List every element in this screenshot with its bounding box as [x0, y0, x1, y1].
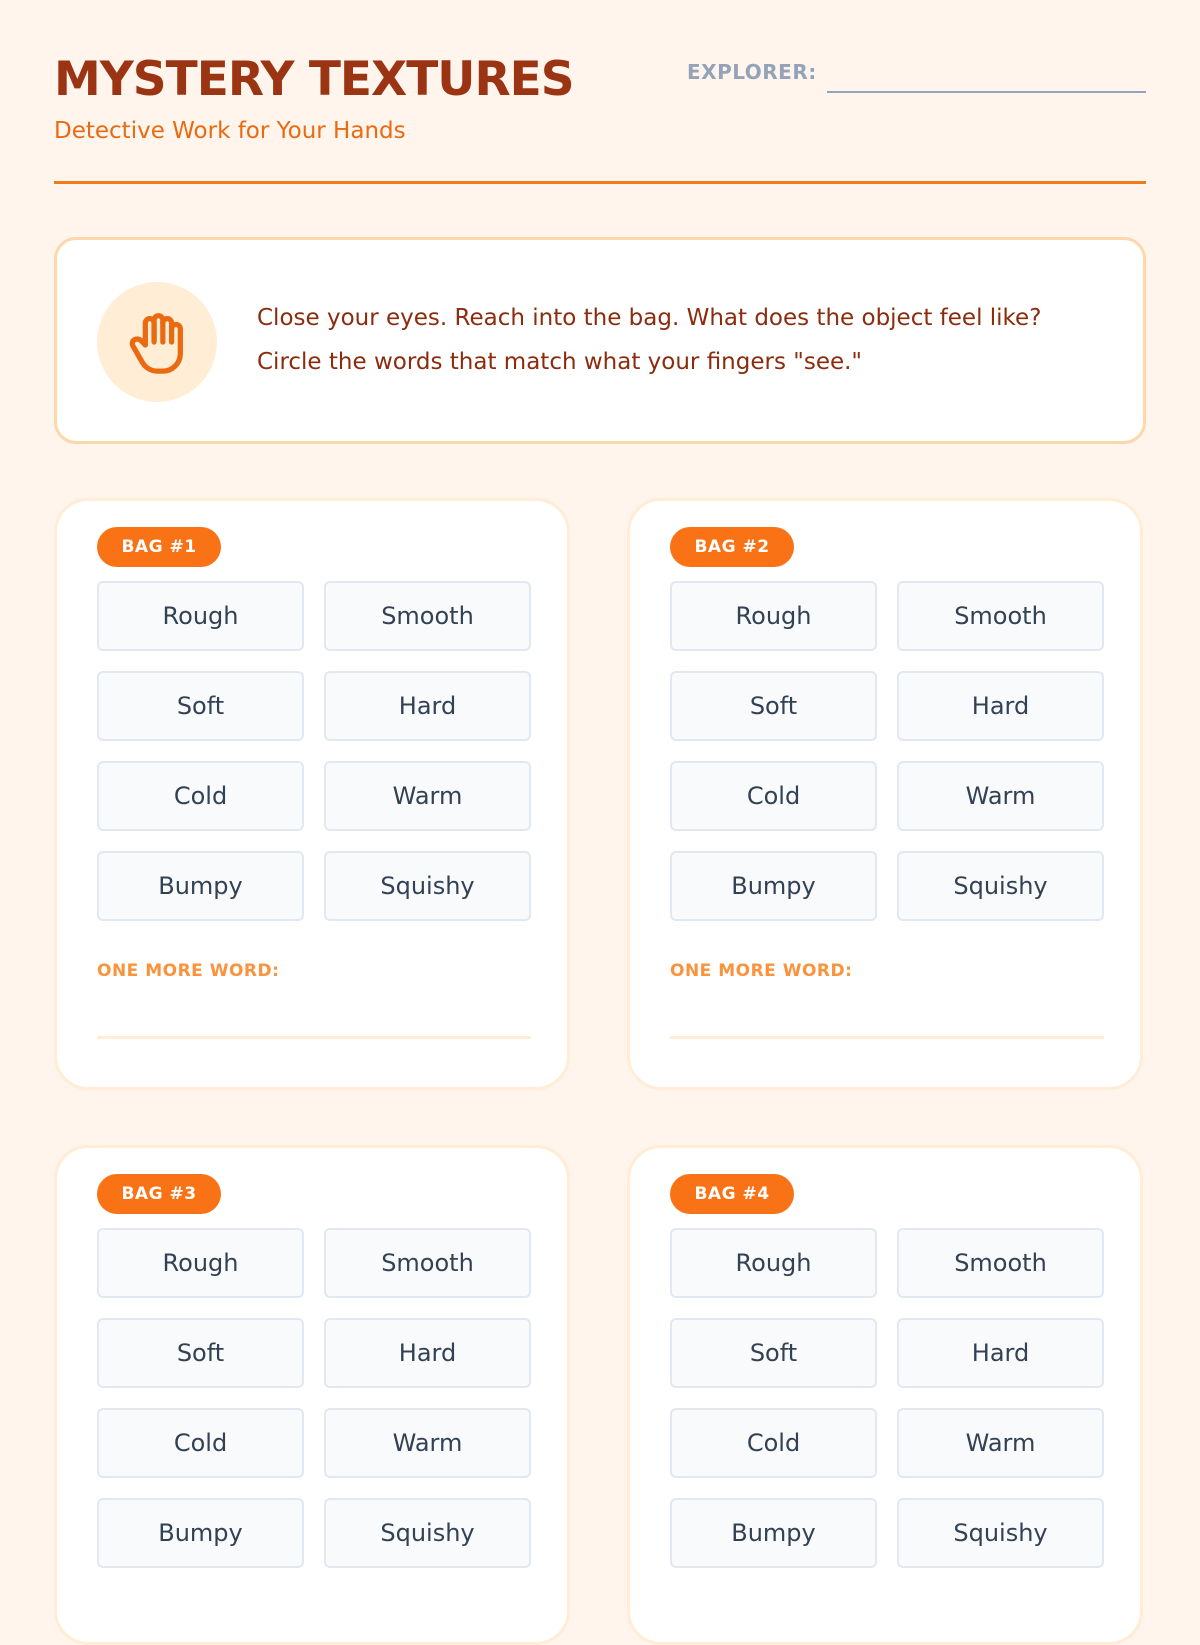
texture-option-soft[interactable]: Soft — [97, 671, 304, 741]
one-more-word-label: ONE MORE WORD: — [97, 961, 280, 981]
texture-option-bumpy[interactable]: Bumpy — [97, 851, 304, 921]
texture-option-warm[interactable]: Warm — [897, 1408, 1104, 1478]
texture-option-warm[interactable]: Warm — [324, 761, 531, 831]
texture-option-squishy[interactable]: Squishy — [897, 851, 1104, 921]
texture-option-soft[interactable]: Soft — [97, 1318, 304, 1388]
texture-option-rough[interactable]: Rough — [670, 1228, 877, 1298]
texture-option-rough[interactable]: Rough — [97, 1228, 304, 1298]
texture-option-cold[interactable]: Cold — [97, 761, 304, 831]
texture-option-squishy[interactable]: Squishy — [324, 1498, 531, 1568]
hand-icon-badge — [97, 282, 217, 402]
bag-badge: BAG #4 — [670, 1174, 794, 1214]
bag-badge: BAG #1 — [97, 527, 221, 567]
bag-card-3 — [54, 1145, 570, 1645]
one-more-word-line[interactable] — [97, 1036, 531, 1039]
texture-option-cold[interactable]: Cold — [97, 1408, 304, 1478]
texture-option-squishy[interactable]: Squishy — [897, 1498, 1104, 1568]
instructions-line-2: Circle the words that match what your fingers "see." — [257, 349, 863, 375]
texture-option-squishy[interactable]: Squishy — [324, 851, 531, 921]
texture-option-bumpy[interactable]: Bumpy — [670, 851, 877, 921]
texture-option-smooth[interactable]: Smooth — [897, 581, 1104, 651]
texture-option-soft[interactable]: Soft — [670, 1318, 877, 1388]
texture-option-cold[interactable]: Cold — [670, 761, 877, 831]
texture-option-hard[interactable]: Hard — [897, 1318, 1104, 1388]
bag-badge: BAG #2 — [670, 527, 794, 567]
instructions-box — [54, 237, 1146, 444]
texture-option-hard[interactable]: Hard — [897, 671, 1104, 741]
texture-option-bumpy[interactable]: Bumpy — [670, 1498, 877, 1568]
one-more-word-label: ONE MORE WORD: — [670, 961, 853, 981]
instructions-text — [257, 296, 1117, 384]
texture-option-rough[interactable]: Rough — [670, 581, 877, 651]
texture-option-smooth[interactable]: Smooth — [897, 1228, 1104, 1298]
hand-icon — [122, 307, 192, 377]
texture-option-warm[interactable]: Warm — [324, 1408, 531, 1478]
instructions-line-1: Close your eyes. Reach into the bag. What does the object feel like? — [257, 305, 1042, 331]
explorer-name-line[interactable] — [827, 91, 1146, 93]
worksheet-header — [54, 0, 1146, 184]
texture-option-warm[interactable]: Warm — [897, 761, 1104, 831]
page-title: MYSTERY TEXTURES — [54, 52, 574, 107]
bag-card-2 — [627, 498, 1143, 1090]
texture-option-smooth[interactable]: Smooth — [324, 1228, 531, 1298]
texture-option-smooth[interactable]: Smooth — [324, 581, 531, 651]
bag-badge: BAG #3 — [97, 1174, 221, 1214]
texture-option-hard[interactable]: Hard — [324, 671, 531, 741]
one-more-word-line[interactable] — [670, 1036, 1104, 1039]
page-subtitle: Detective Work for Your Hands — [54, 118, 406, 144]
bag-card-1 — [54, 498, 570, 1090]
texture-option-bumpy[interactable]: Bumpy — [97, 1498, 304, 1568]
texture-option-hard[interactable]: Hard — [324, 1318, 531, 1388]
texture-option-rough[interactable]: Rough — [97, 581, 304, 651]
texture-option-soft[interactable]: Soft — [670, 671, 877, 741]
texture-option-cold[interactable]: Cold — [670, 1408, 877, 1478]
bag-card-4 — [627, 1145, 1143, 1645]
explorer-label: EXPLORER: — [687, 60, 817, 84]
